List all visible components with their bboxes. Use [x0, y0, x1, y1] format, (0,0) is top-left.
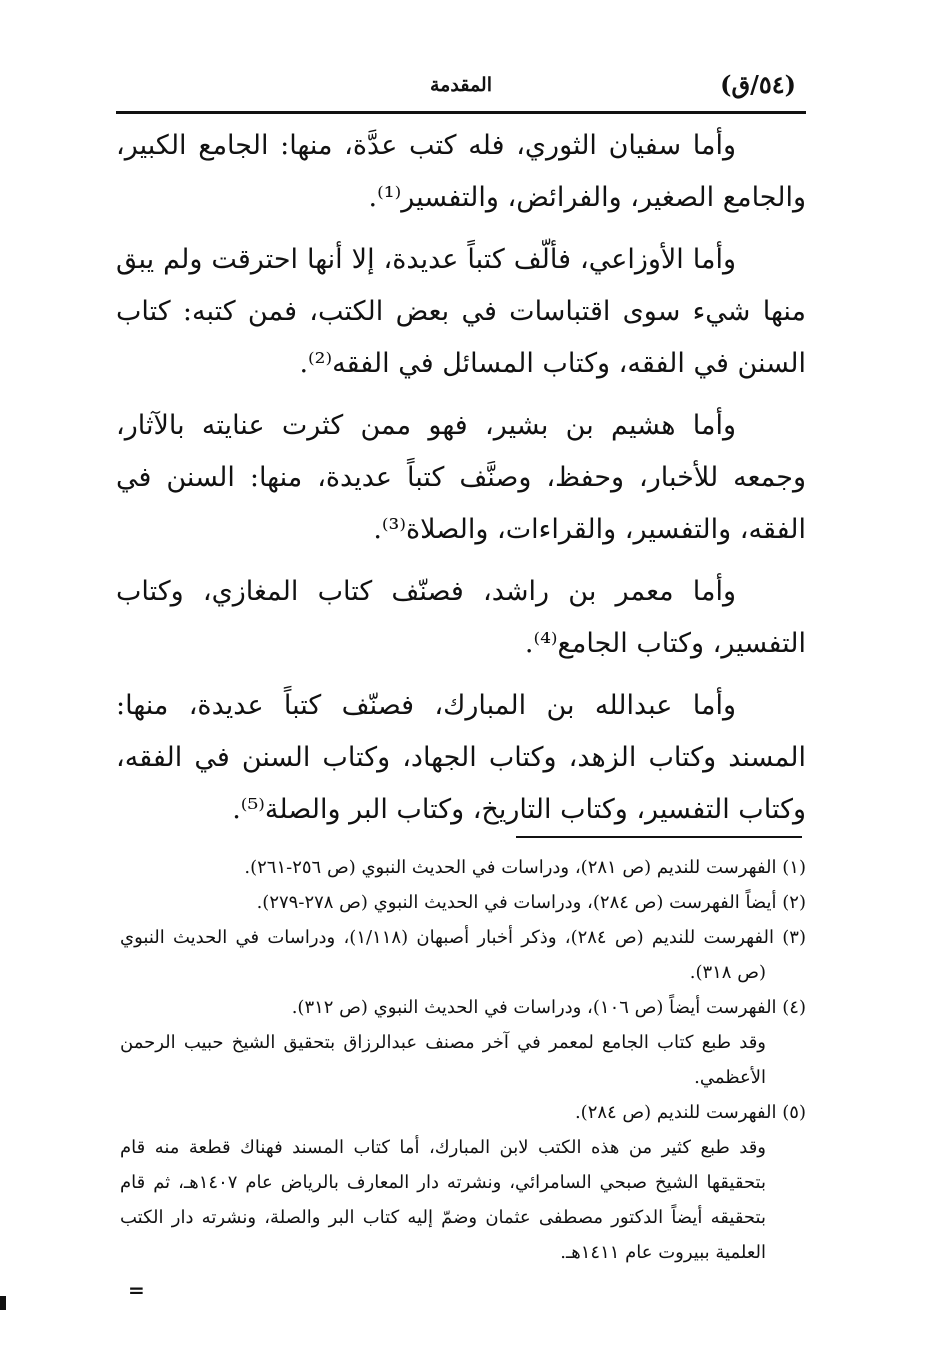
paragraph-mamar: وأما معمر بن راشد، فصنّف كتاب المغازي، وكتاب التفسير، وكتاب الجامع⁽⁴⁾. — [116, 576, 806, 659]
paragraph-ibn-mubarak: وأما عبدالله بن المبارك، فصنّف كتباً عديدة، منها: المسند وكتاب الزهد، وكتاب الجهاد، وكتاب السنن في الفقه، وكتاب التفسير، وكتاب التاريخ، وكتاب البر والصلة⁽⁵⁾. — [116, 690, 806, 825]
page-header — [116, 68, 806, 108]
header-rule — [116, 111, 806, 114]
footnote-separator — [516, 836, 802, 838]
scan-edge-mark — [0, 1296, 6, 1310]
main-text — [116, 120, 806, 846]
footnote-2: (٢) أيضاً الفهرست (ص ٢٨٤)، ودراسات في الحديث النبوي (ص ٢٧٨-٢٧٩). — [256, 892, 806, 913]
paragraph-sufyan: وأما سفيان الثوري، فله كتب عدَّة، منها: الجامع الكبير، والجامع الصغير، والفرائض، والتفسير⁽¹⁾. — [116, 130, 806, 213]
page-reference: (٥٤/ق) — [720, 70, 796, 99]
continuation-mark: = — [128, 1278, 145, 1302]
paragraph-awzai: وأما الأوزاعي، فألّف كتباً عديدة، إلا أنها احترقت ولم يبق منها شيء سوى اقتباسات في بعض الكتب، فمن كتبه: كتاب السنن في الفقه، وكتاب المسائل في الفقه⁽²⁾. — [116, 244, 806, 379]
running-title: المقدمة — [429, 74, 493, 96]
paragraph-hushaym: وأما هشيم بن بشير، فهو ممن كثرت عنايته بالآثار، وجمعه للأخبار، وحفظ، وصنَّف كتباً عديدة، منها: السنن في الفقه، والتفسير، والقراءات، والصلاة⁽³⁾. — [116, 410, 806, 545]
footnote-5-note: وقد طبع كثير من هذه الكتب لابن المبارك، أما كتاب المسند فهناك قطعة منه قام بتحقيقها الشيخ صبحي السامرائي، ونشرته دار المعارف بالرياض عام ١٤٠٧هـ، ثم قام بتحقيقه أيضاً الدكتور مصطفى عثمان وضمّ إليه كتاب البر والصلة، ونشرته دار الكتب العلمية ببيروت عام ١٤١١هـ. — [120, 1137, 767, 1263]
footnotes — [120, 850, 806, 1270]
footnote-4: (٤) الفهرست أيضاً (ص ١٠٦)، ودراسات في الحديث النبوي (ص ٣١٢). — [291, 997, 806, 1018]
footnote-5: (٥) الفهرست للنديم (ص ٢٨٤). — [574, 1102, 806, 1123]
footnote-4-note: وقد طبع كتاب الجامع لمعمر في آخر مصنف عبدالرزاق بتحقيق الشيخ حبيب الرحمن الأعظمي. — [120, 1032, 766, 1088]
footnote-3: (٣) الفهرست للنديم (ص ٢٨٤)، وذكر أخبار أصبهان (١/١١٨)، ودراسات في الحديث النبوي (ص ٣١٨). — [120, 927, 806, 983]
footnote-1: (١) الفهرست للنديم (ص ٢٨١)، ودراسات في الحديث النبوي (ص ٢٥٦-٢٦١). — [244, 857, 806, 878]
